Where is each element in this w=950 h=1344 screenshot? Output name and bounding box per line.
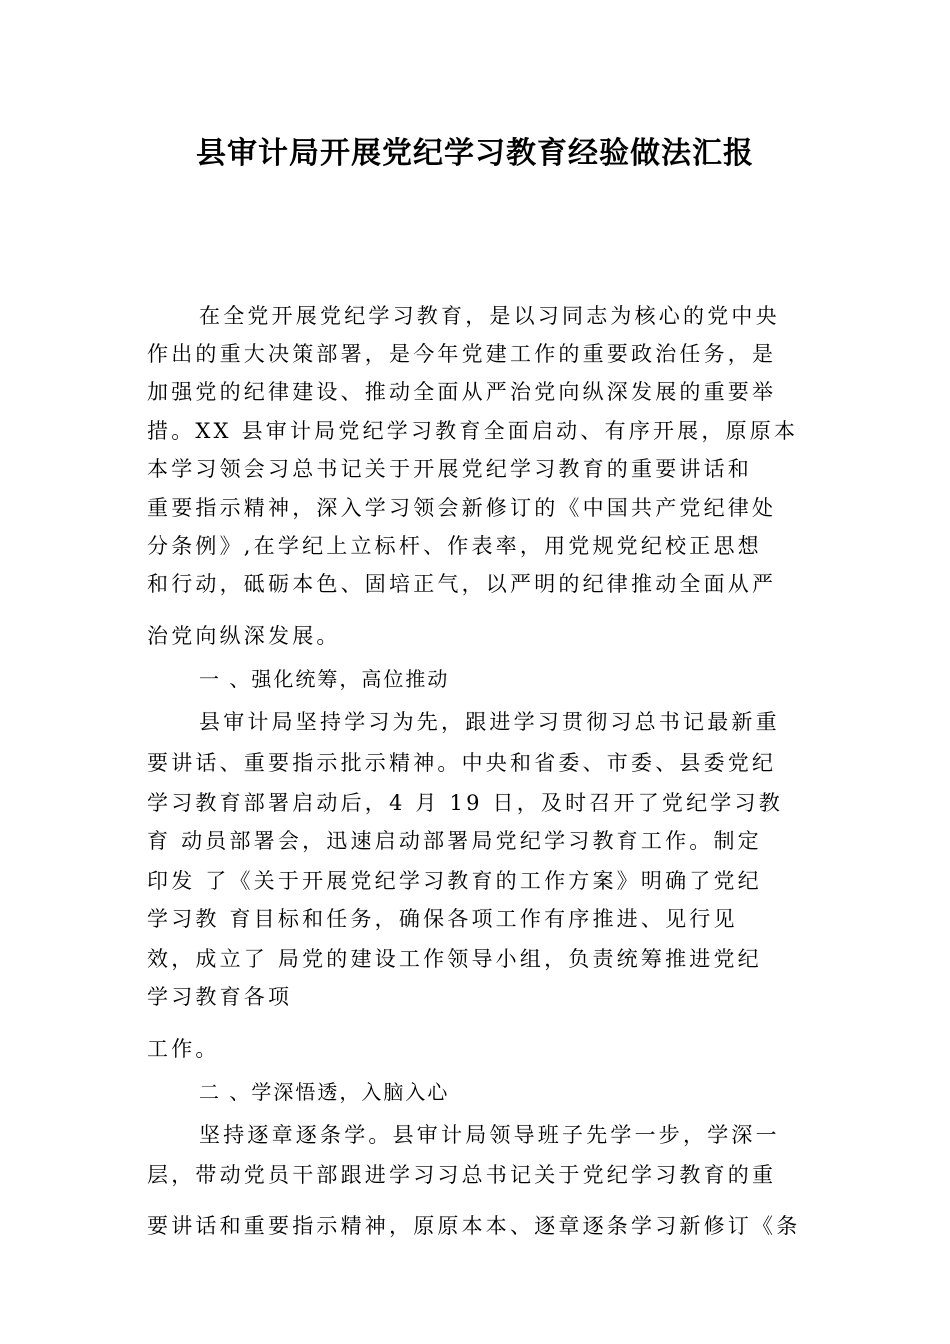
section-heading-2: 二 、学深悟透，入脑入心 [199, 1080, 450, 1104]
paragraph-line: 作出的重大决策部署，是今年党建工作的重要政治任务，是 [147, 342, 777, 366]
paragraph-line: 加强党的纪律建设、推动全面从严治党向纵深发展的重要举 [147, 380, 777, 404]
paragraph-line: 效，成立了 局党的建设工作领导小组，负责统筹推进党纪 [147, 947, 762, 971]
paragraph-line: 坚持逐章逐条学。县审计局领导班子先学一步，学深一 [199, 1123, 780, 1147]
paragraph-line: 重要指示精神，深入学习领会新修订的《中国共产党纪律处 [147, 496, 777, 520]
paragraph-line: 本学习领会习总书记关于开展党纪学习教育的重要讲话和 [147, 457, 752, 481]
paragraph-line: 在全党开展党纪学习教育，是以习同志为核心的党中央 [199, 304, 780, 328]
paragraph-line: 工作。 [147, 1037, 220, 1061]
paragraph-line: 学习教育部署启动后，4 月 19 日，及时召开了党纪学习教 [147, 791, 783, 815]
paragraph-line: 层，带动党员干部跟进学习习总书记关于党纪学习教育的重 [147, 1163, 777, 1187]
paragraph-line: 印发 了《关于开展党纪学习教育的工作方案》明确了党纪 [147, 869, 762, 893]
paragraph-line: 育 动员部署会，迅速启动部署局党纪学习教育工作。制定 [147, 829, 762, 853]
paragraph-line: 要讲话和重要指示精神，原原本本、逐章逐条学习新修订《条 [147, 1214, 801, 1238]
paragraph-line: 和行动，砥砺本色、固培正气，以严明的纪律推动全面从严 [147, 572, 777, 596]
paragraph-line: 学习教 育目标和任务，确保各项工作有序推进、见行见 [147, 907, 738, 931]
paragraph-line: 分条例》,在学纪上立标杆、作表率，用党规党纪校正思想 [147, 534, 762, 558]
paragraph-line: 措。XX 县审计局党纪学习教育全面启动、有序开展，原原本 [147, 419, 799, 443]
paragraph-line: 县审计局坚持学习为先，跟进学习贯彻习总书记最新重 [199, 710, 780, 734]
paragraph-line: 要讲话、重要指示批示精神。中央和省委、市委、县委党纪 [147, 751, 777, 775]
section-heading-1: 一 、强化统筹，高位推动 [199, 667, 450, 691]
paragraph-line: 治党向纵深发展。 [147, 624, 341, 648]
paragraph-line: 学习教育各项 [147, 985, 293, 1009]
document-title: 县审计局开展党纪学习教育经验做法汇报 [196, 136, 754, 171]
